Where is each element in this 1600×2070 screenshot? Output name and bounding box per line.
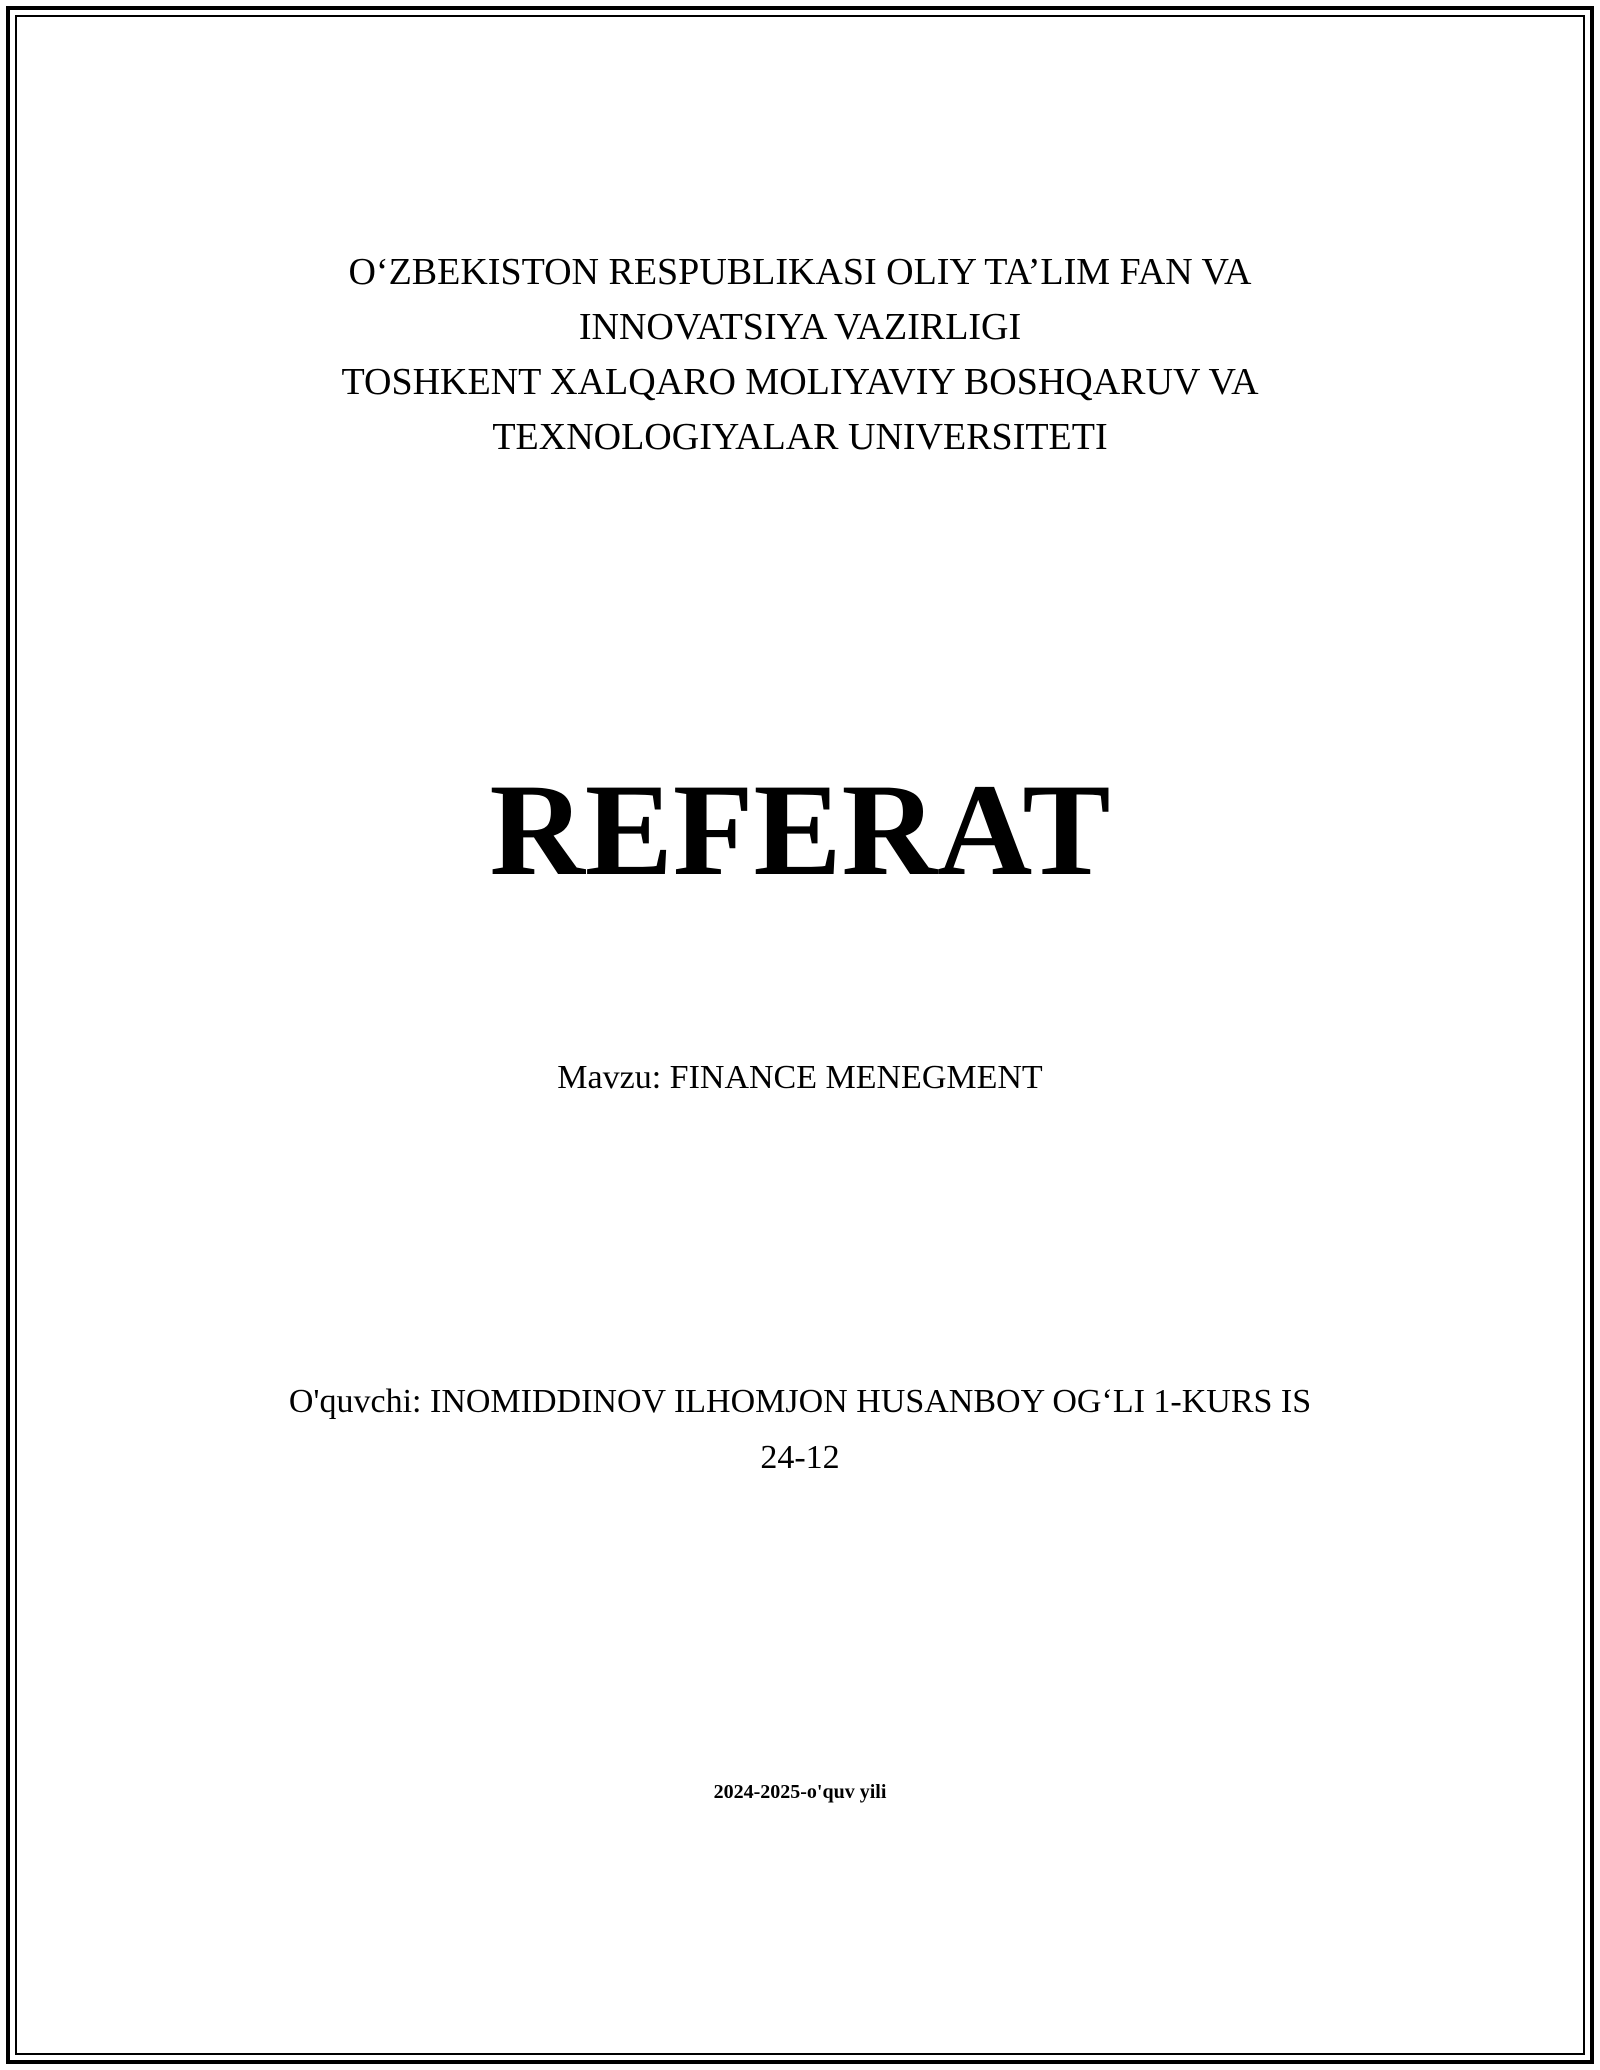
student-info (0, 1374, 1600, 1486)
student-line-2: 24-12 (760, 1439, 840, 1476)
student-line-1: O'quvchi: INOMIDDINOV ILHOMJON HUSANBOY OG‘LI 1-KURS IS (288, 1383, 1312, 1420)
ministry-line-1: O‘ZBEKISTON RESPUBLIKASI OLIY TA’LIM FAN VA (348, 251, 1252, 293)
institution-header (0, 245, 1600, 465)
university-line-2: TEXNOLOGIYALAR UNIVERSITETI (492, 416, 1108, 458)
ministry-line-2: INNOVATSIYA VAZIRLIGI (578, 306, 1022, 348)
university-line-1: TOSHKENT XALQARO MOLIYAVIY BOSHQARUV VA (341, 361, 1259, 403)
topic-line: Mavzu: FINANCE MENEGMENT (557, 1059, 1043, 1096)
academic-year: 2024-2025-o'quv yili (713, 1781, 887, 1803)
document-type-title: REFERAT (489, 756, 1111, 903)
